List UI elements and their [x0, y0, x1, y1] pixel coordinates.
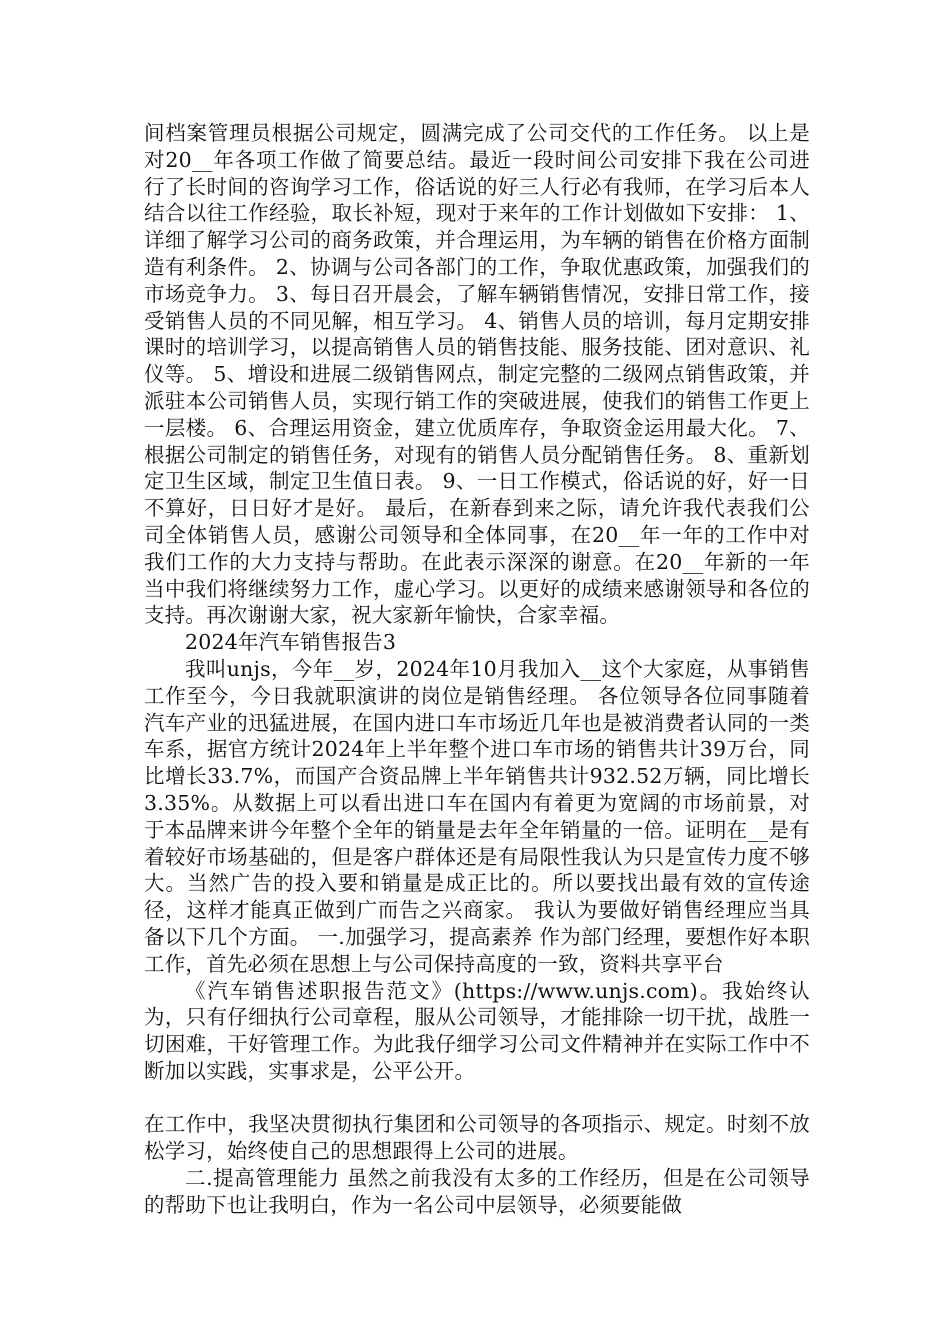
paragraph-introduction: 我叫unjs，今年__岁，2024年10月我加入__这个大家庭，从事销售工作至今，今日我就职演讲的岗位是销售经理。 各位领导各位同事随着汽车产业的迅猛进展，在国内进口车市场近几年也是被消费者认同的一类车系，据官方统计2024年上半年整个进口车市场的销售共计39万台，同比增长33.7%，而国产合资品牌上半年销售共计932.52万辆，同比增长3.35%。从数据上可以看出进口车在国内有着更为宽阔的市场前景，对于本品牌来讲今年整个全年的销量是去年全年销量的一倍。证明在__是有着较好市场基础的，但是客户群体还是有局限性我认为只是宣传力度不够大。当然广告的投入要和销量是成正比的。所以要找出最有效的宣传途径，这样才能真正做到广而告之兴商家。 我认为要做好销售经理应当具备以下几个方面。 一.加强学习，提高素养 作为部门经理，要想作好本职工作，首先必须在思想上与公司保持高度的一致，资料共享平台: [144, 656, 810, 976]
paragraph-spacer: [144, 1085, 810, 1112]
paragraph-work-plan: 间档案管理员根据公司规定，圆满完成了公司交代的工作任务。 以上是对20__年各项工作做了简要总结。最近一段时间公司安排下我在公司进行了长时间的咨询学习工作，俗话说的好三人行必有我师，在学习后本人结合以往工作经验，取长补短，现对于来年的工作计划做如下安排： 1、详细了解学习公司的商务政策，并合理运用，为车辆的销售在价格方面制造有利条件。 2、协调与公司各部门的工作，争取优惠政策，加强我们的市场竞争力。 3、每日召开晨会，了解车辆销售情况，安排日常工作，接受销售人员的不同见解，相互学习。 4、销售人员的培训，每月定期安排课时的培训学习，以提高销售人员的销售技能、服务技能、团对意识、礼仪等。 5、增设和进展二级销售网点，制定完整的二级网点销售政策，并派驻本公司销售人员，实现行销工作的突破进展，使我们的销售工作更上一层楼。 6、合理运用资金，建立优质库存，争取资金运用最大化。 7、根据公司制定的销售任务，对现有的销售人员分配销售任务。 8、重新划定卫生区域，制定卫生值日表。 9、一日工作模式，俗话说的好，好一日不算好，日日好才是好。 最后，在新春到来之际，请允许我代表我们公司全体销售人员，感谢公司领导和全体同事，在20__年一年的工作中对我们工作的大力支持与帮助。在此表示深深的谢意。在20__年新的一年当中我们将继续努力工作，虚心学习。以更好的成绩来感谢领导和各位的支持。再次谢谢大家，祝大家新年愉快，合家幸福。: [144, 121, 810, 628]
paragraph-source-link: 《汽车销售述职报告范文》(https://www.unjs.com)。我始终认为，只有仔细执行公司章程，服从公司领导，才能排除一切干扰，战胜一切困难，干好管理工作。为此我仔细学习公司文件精神并在实际工作中不断加以实践，实事求是，公平公开。: [144, 978, 810, 1083]
paragraph-management: 二.提高管理能力 虽然之前我没有太多的工作经历，但是在公司领导的帮助下也让我明白，作为一名公司中层领导，必须要能做: [144, 1166, 810, 1217]
section-heading: 2024年汽车销售报告3: [185, 630, 397, 655]
paragraph-execution: 在工作中，我坚决贯彻执行集团和公司领导的各项指示、规定。时刻不放松学习，始终使自己的思想跟得上公司的进展。: [144, 1112, 810, 1164]
document-page: [144, 120, 810, 1219]
